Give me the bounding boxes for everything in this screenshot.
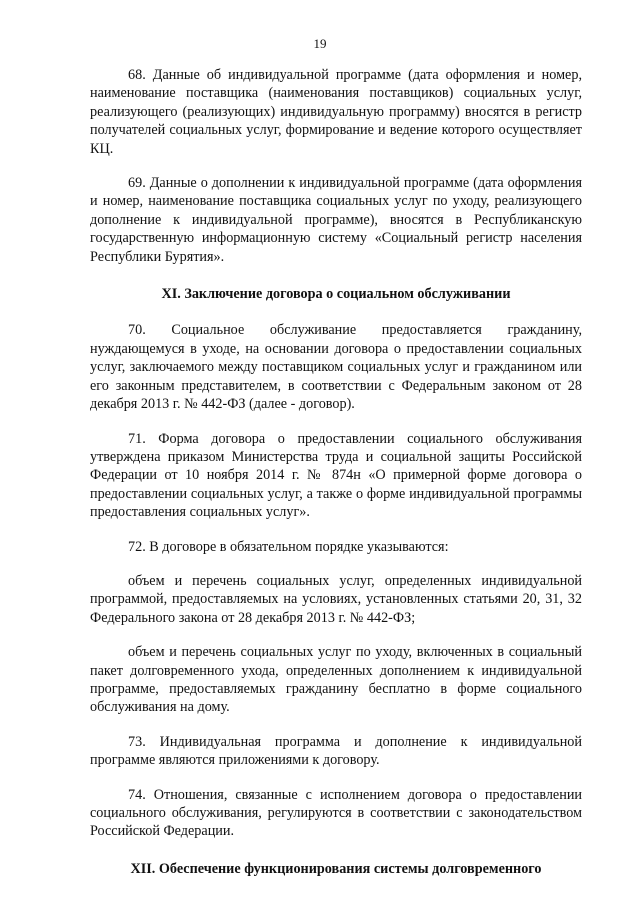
- paragraph-73: 73. Индивидуальная программа и дополнение к индивидуальной программе являются приложениями к договору.: [90, 733, 582, 769]
- paragraph-74: 74. Отношения, связанные с исполнением договора о предоставлении социального обслуживания, регулируются в соответствии с законодательством Российской Федерации.: [90, 786, 582, 840]
- section-heading-xi: XI. Заключение договора о социальном обслуживании: [161, 286, 511, 303]
- paragraph-68: 68. Данные об индивидуальной программе (дата оформления и номер, наименование поставщика (наименования поставщиков) социальных услуг, реализующего (реализующих) индивидуальную программу) вносятся в регистр получателей социальных услуг, формирование и ведение которого осуществляет КЦ.: [90, 67, 582, 157]
- paragraph-71: 71. Форма договора о предоставлении социального обслуживания утверждена приказом Министерства труда и социальной защиты Российской Федерации от 10 ноября 2014 г. № 874н «О примерной форме договора о предоставлении социальных услуг, а также о форме индивидуальной программы предоставления социальных услуг».: [90, 430, 582, 521]
- page-number: 19: [313, 36, 327, 51]
- paragraph-70: 70. Социальное обслуживание предоставляется гражданину, нуждающемуся в уходе, на основании договора о предоставлении социальных услуг, заключаемого между поставщиком социальных услуг и гражданином или его законным представителем, в соответствии с Федеральным законом от 28 декабря 2013 г. № 442-ФЗ (далее - договор).: [90, 322, 582, 413]
- paragraph-69: 69. Данные о дополнении к индивидуальной программе (дата оформления и номер, наименование поставщика социальных услуг по уходу, реализующего дополнение к индивидуальной программе), вносятся в Республиканскую государственную информационную систему «Социальный регистр населения Республики Бурятия».: [90, 175, 582, 265]
- section-heading-xii: XII. Обеспечение функционирования системы долговременного: [130, 860, 542, 877]
- paragraph-72: 72. В договоре в обязательном порядке указываются:: [128, 538, 449, 555]
- paragraph-72-item-2: объем и перечень социальных услуг по уходу, включенных в социальный пакет долговременного ухода, определенных дополнением к индивидуальной программе, предоставляемых гражданину бесплатно в форме социального обслуживания на дому.: [90, 644, 582, 716]
- paragraph-72-item-1: объем и перечень социальных услуг, определенных индивидуальной программой, предоставляемых на условиях, установленных статьями 20, 31, 32 Федерального закона от 28 декабря 2013 г. № 442-ФЗ;: [90, 572, 582, 626]
- page-body: [90, 66, 582, 878]
